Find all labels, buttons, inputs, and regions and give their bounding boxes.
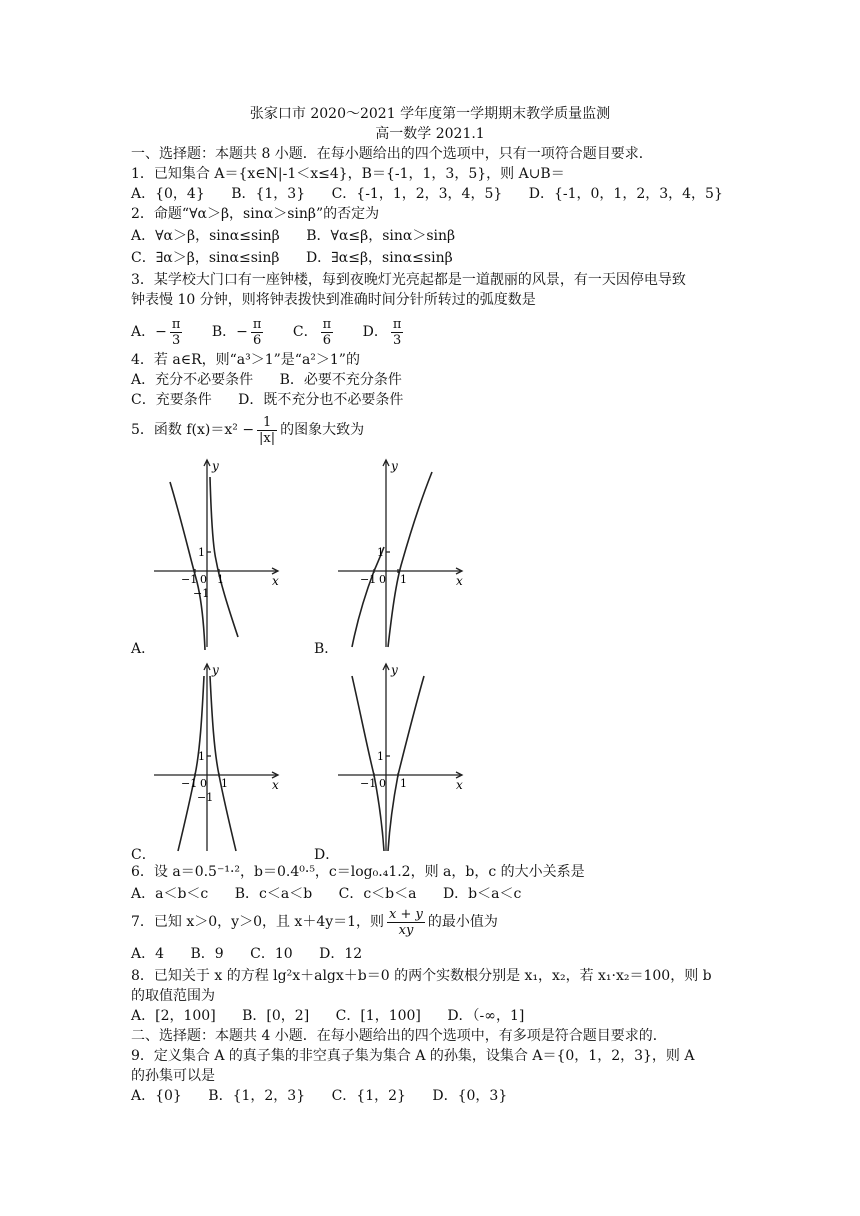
q4-options-row1 bbox=[131, 370, 424, 390]
q3-option-b: B．− $\frac{\pi}{6}$ bbox=[211, 316, 262, 348]
q3-option-d: D． $\frac{\pi}{3}$ bbox=[362, 316, 402, 348]
svg-text:−1: −1 bbox=[181, 573, 198, 586]
q8-option-c: C．[1，100] bbox=[335, 1008, 421, 1024]
svg-text:1: 1 bbox=[377, 750, 384, 763]
svg-text:x: x bbox=[272, 778, 279, 792]
q7-option-a: A．4 bbox=[131, 946, 165, 962]
q8-option-b: B．[0，2] bbox=[242, 1008, 310, 1024]
q3-options bbox=[131, 314, 428, 350]
q5-graph-d-label: D． bbox=[314, 847, 340, 863]
q1-option-b: B．{1，3} bbox=[231, 186, 306, 202]
q2-stem: 2．命题“∀α＞β，sinα＞sinβ”的否定为 bbox=[131, 206, 380, 222]
q1-stem: 1．已知集合 A＝{x∈N|-1＜x≤4}，B＝{-1，1，3，5}，则 A∪B＝ bbox=[131, 166, 565, 182]
q7-option-c: C．10 bbox=[250, 946, 293, 962]
q5-graph-b bbox=[330, 452, 480, 652]
svg-text:x: x bbox=[272, 574, 279, 588]
q5-stem-suffix: 的图象大致为 bbox=[280, 422, 365, 438]
q3-stem-line2: 钟表慢 10 分钟，则将钟表拨快到准确时间分针所转过的弧度数是 bbox=[131, 292, 536, 308]
q5-graph-c bbox=[140, 656, 290, 856]
svg-text:−1: −1 bbox=[197, 791, 214, 804]
q6-option-d: D．b＜a＜c bbox=[442, 886, 522, 902]
q4-option-d: D．既不充分也不必要条件 bbox=[238, 392, 404, 408]
svg-text:y: y bbox=[212, 663, 219, 677]
q2-options-row1 bbox=[131, 226, 477, 246]
q4-options-row2 bbox=[131, 390, 425, 410]
q1-options bbox=[131, 184, 745, 204]
q8-options bbox=[131, 1006, 546, 1026]
svg-text:x: x bbox=[456, 778, 463, 792]
q9-options bbox=[131, 1086, 529, 1106]
svg-text:1: 1 bbox=[198, 750, 205, 763]
q7-stem-suffix: 的最小值为 bbox=[427, 914, 498, 930]
svg-text:0: 0 bbox=[379, 777, 386, 790]
q9-option-d: D．{0，3} bbox=[432, 1088, 508, 1104]
svg-text:0: 0 bbox=[200, 777, 207, 790]
svg-text:0: 0 bbox=[200, 573, 207, 586]
q1-option-d: D．{-1，0，1，2，3，4，5} bbox=[528, 186, 723, 202]
q2-option-c: C．∃α＞β，sinα≤sinβ bbox=[131, 250, 280, 266]
q3-option-c: C． $\frac{\pi}{6}$ bbox=[292, 316, 332, 348]
q5-stem bbox=[131, 412, 364, 448]
svg-text:y: y bbox=[391, 459, 398, 473]
q2-option-a: A．∀α＞β，sinα≤sinβ bbox=[131, 228, 280, 244]
q6-option-c: C．c＜b＜a bbox=[338, 886, 417, 902]
q5-graph-b-label: B． bbox=[314, 641, 339, 657]
q5-graph-c-label: C． bbox=[131, 847, 156, 863]
q8-option-a: A．[2，100] bbox=[131, 1008, 216, 1024]
svg-text:1: 1 bbox=[221, 777, 228, 790]
q5-stem-prefix: 5．函数 f(x)＝x² − bbox=[131, 422, 255, 438]
q2-options-row2 bbox=[131, 248, 475, 268]
svg-text:−1: −1 bbox=[193, 587, 210, 600]
q4-option-a: A．充分不必要条件 bbox=[131, 372, 254, 388]
q3-option-a: A．− $\frac{\pi}{3}$ bbox=[131, 316, 181, 348]
q6-stem: 6．设 a＝0.5⁻¹·²，b＝0.4⁰·⁵，c＝log₀.₄1.2，则 a，b，c 的大小关系是 bbox=[131, 864, 585, 880]
svg-text:−1: −1 bbox=[360, 777, 377, 790]
q5-graph-a bbox=[140, 452, 290, 652]
q8-stem-line2: 的取值范围为 bbox=[131, 988, 215, 1004]
q9-option-a: A．{0} bbox=[131, 1088, 182, 1104]
svg-text:−1: −1 bbox=[360, 573, 377, 586]
q6-option-a: A．a＜b＜c bbox=[131, 886, 209, 902]
q8-stem-line1: 8．已知关于 x 的方程 lg²x＋algx＋b＝0 的两个实数根分别是 x₁，x₂，若 x₁·x₂＝100，则 b bbox=[131, 968, 712, 984]
q9-stem-line1: 9．定义集合 A 的真子集的非空真子集为集合 A 的孙集，设集合 A＝{0，1，2，3}，则 A bbox=[131, 1048, 695, 1064]
svg-text:1: 1 bbox=[400, 777, 407, 790]
exam-subtitle: 高一数学 2021.1 bbox=[375, 126, 485, 142]
svg-text:1: 1 bbox=[217, 573, 224, 586]
svg-text:y: y bbox=[391, 663, 398, 677]
q6-options bbox=[131, 884, 543, 904]
q2-option-b: B．∀α≤β，sinα＞sinβ bbox=[306, 228, 456, 244]
svg-text:0: 0 bbox=[379, 573, 386, 586]
q7-stem bbox=[131, 904, 498, 940]
q7-option-d: D．12 bbox=[319, 946, 363, 962]
q4-option-c: C．充要条件 bbox=[131, 392, 212, 408]
exam-title: 张家口市 2020～2021 学年度第一学期期末教学质量监测 bbox=[249, 106, 611, 122]
q7-options bbox=[131, 944, 384, 964]
q7-fraction: $\frac{x + y}{xy}$ bbox=[389, 906, 423, 938]
q4-stem: 4．若 a∈R，则“a³＞1”是“a²＞1”的 bbox=[131, 352, 360, 368]
q1-option-a: A．{0，4} bbox=[131, 186, 205, 202]
svg-text:1: 1 bbox=[400, 573, 407, 586]
q4-option-b: B．必要不充分条件 bbox=[279, 372, 402, 388]
q5-fraction: $\frac{1}{|x|}$ bbox=[259, 414, 276, 446]
q8-option-d: D．（-∞，1] bbox=[447, 1008, 525, 1024]
svg-text:1: 1 bbox=[377, 546, 384, 559]
q5-graph-d bbox=[330, 656, 480, 856]
q7-option-b: B．9 bbox=[190, 946, 224, 962]
q5-graph-a-label: A． bbox=[131, 641, 156, 657]
svg-text:−1: −1 bbox=[181, 777, 198, 790]
q9-stem-line2: 的孙集可以是 bbox=[131, 1068, 215, 1084]
svg-text:1: 1 bbox=[198, 546, 205, 559]
q3-stem-line1: 3．某学校大门口有一座钟楼，每到夜晚灯光亮起都是一道靓丽的风景，有一天因停电导致 bbox=[131, 272, 686, 288]
q1-option-c: C．{-1，1，2，3，4，5} bbox=[331, 186, 503, 202]
svg-text:y: y bbox=[212, 459, 219, 473]
section-2-heading: 二、选择题：本题共 4 小题．在每小题给出的四个选项中，有多项是符合题目要求的． bbox=[131, 1028, 667, 1044]
q9-option-b: B．{1，2，3} bbox=[208, 1088, 306, 1104]
q6-option-b: B．c＜a＜b bbox=[234, 886, 313, 902]
section-1-heading: 一、选择题：本题共 8 小题．在每小题给出的四个选项中，只有一项符合题目要求． bbox=[131, 146, 653, 162]
q2-option-d: D．∃α≤β，sinα≤sinβ bbox=[305, 250, 453, 266]
q9-option-c: C．{1，2} bbox=[331, 1088, 406, 1104]
svg-text:x: x bbox=[456, 574, 463, 588]
q7-stem-prefix: 7．已知 x＞0，y＞0，且 x＋4y＝1，则 bbox=[131, 914, 385, 930]
